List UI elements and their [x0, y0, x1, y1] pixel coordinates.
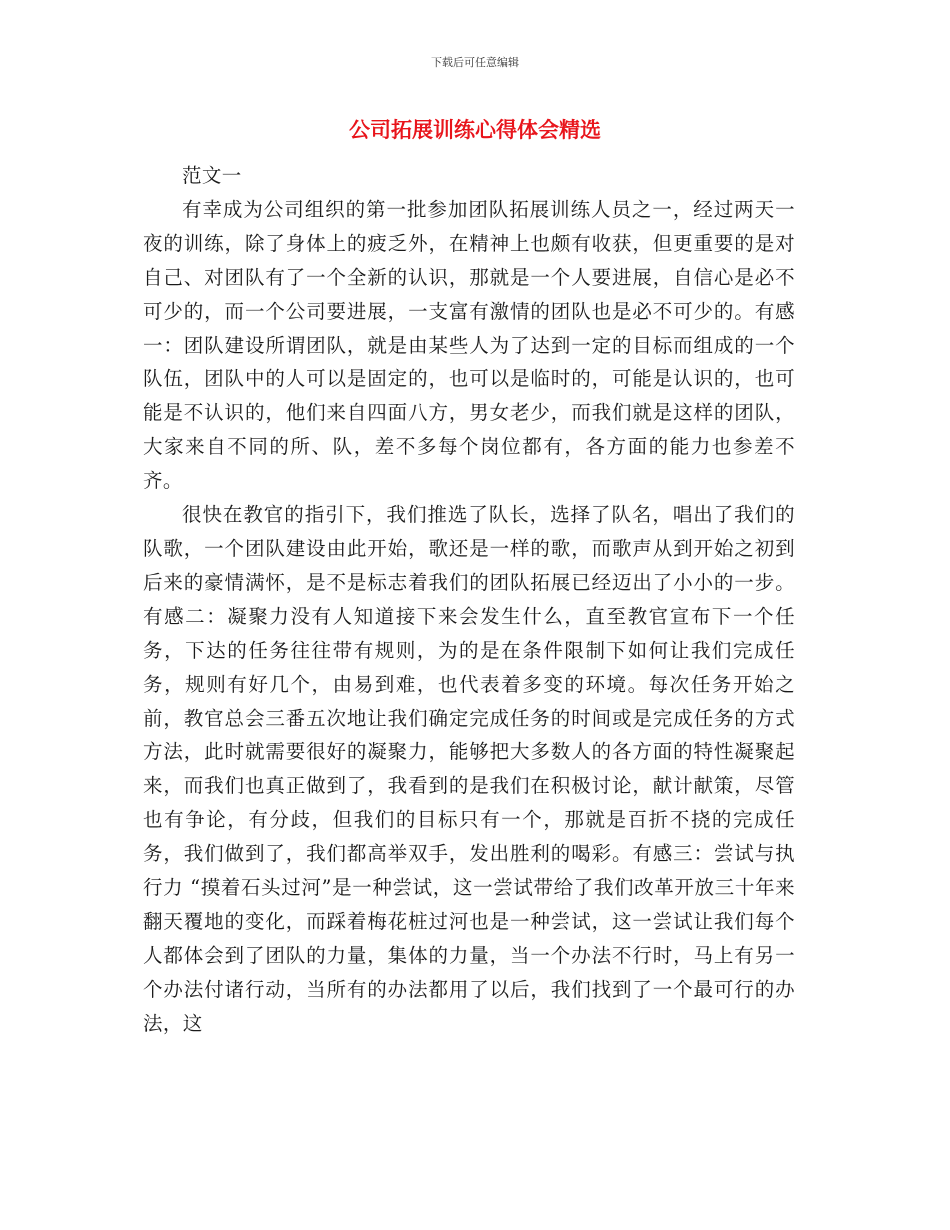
header-note: 下载后可任意编辑 — [431, 56, 519, 69]
section-label: 范文一 — [182, 164, 242, 187]
paragraph-1: 有幸成为公司组织的第一批参加团队拓展训练人员之一，经过两天一夜的训练，除了身体上的疲乏外，在精神上也颇有收获，但更重要的是对自己、对团队有了一个全新的认识，那就是一个人要进展，自信心是必不可少的，而一个公司要进展，一支富有激情的团队也是必不可少的。有感一：团队建设所谓团队，就是由某些人为了达到一定的目标而组成的一个队伍，团队中的人可以是固定的，也可以是临时的，可能是认识的，也可能是不认识的，他们来自四面八方，男女老少，而我们就是这样的团队，大家来自不同的所、队，差不多每个岗位都有，各方面的能力也参差不齐。 — [143, 197, 795, 493]
document-title: 公司拓展训练心得体会精选 — [349, 118, 601, 142]
document-body — [143, 159, 795, 1041]
paragraph-2: 很快在教官的指引下，我们推选了队长，选择了队名，唱出了我们的队歌，一个团队建设由此开始，歌还是一样的歌，而歌声从到开始之初到后来的豪情满怀，是不是标志着我们的团队拓展已经迈出了小小的一步。有感二：凝聚力没有人知道接下来会发生什么，直至教官宣布下一个任务，下达的任务往往带有规则，为的是在条件限制下如何让我们完成任务，规则有好几个，由易到难，也代表着多变的环境。每次任务开始之前，教官总会三番五次地让我们确定完成任务的时间或是完成任务的方式方法，此时就需要很好的凝聚力，能够把大多数人的各方面的特性凝聚起来，而我们也真正做到了，我看到的是我们在积极讨论，献计献策，尽管也有争论，有分歧，但我们的目标只有一个，那就是百折不挠的完成任务，我们做到了，我们都高举双手，发出胜利的喝彩。有感三：尝试与执行力 “摸着石头过河”是一种尝试，这一尝试带给了我们改革开放三十年来翻天覆地的变化，而踩着梅花桩过河也是一种尝试，这一尝试让我们每个人都体会到了团队的力量，集体的力量，当一个办法不行时，马上有另一个办法付诸行动，当所有的办法都用了以后，我们找到了一个最可行的办法，这 — [143, 503, 795, 1035]
